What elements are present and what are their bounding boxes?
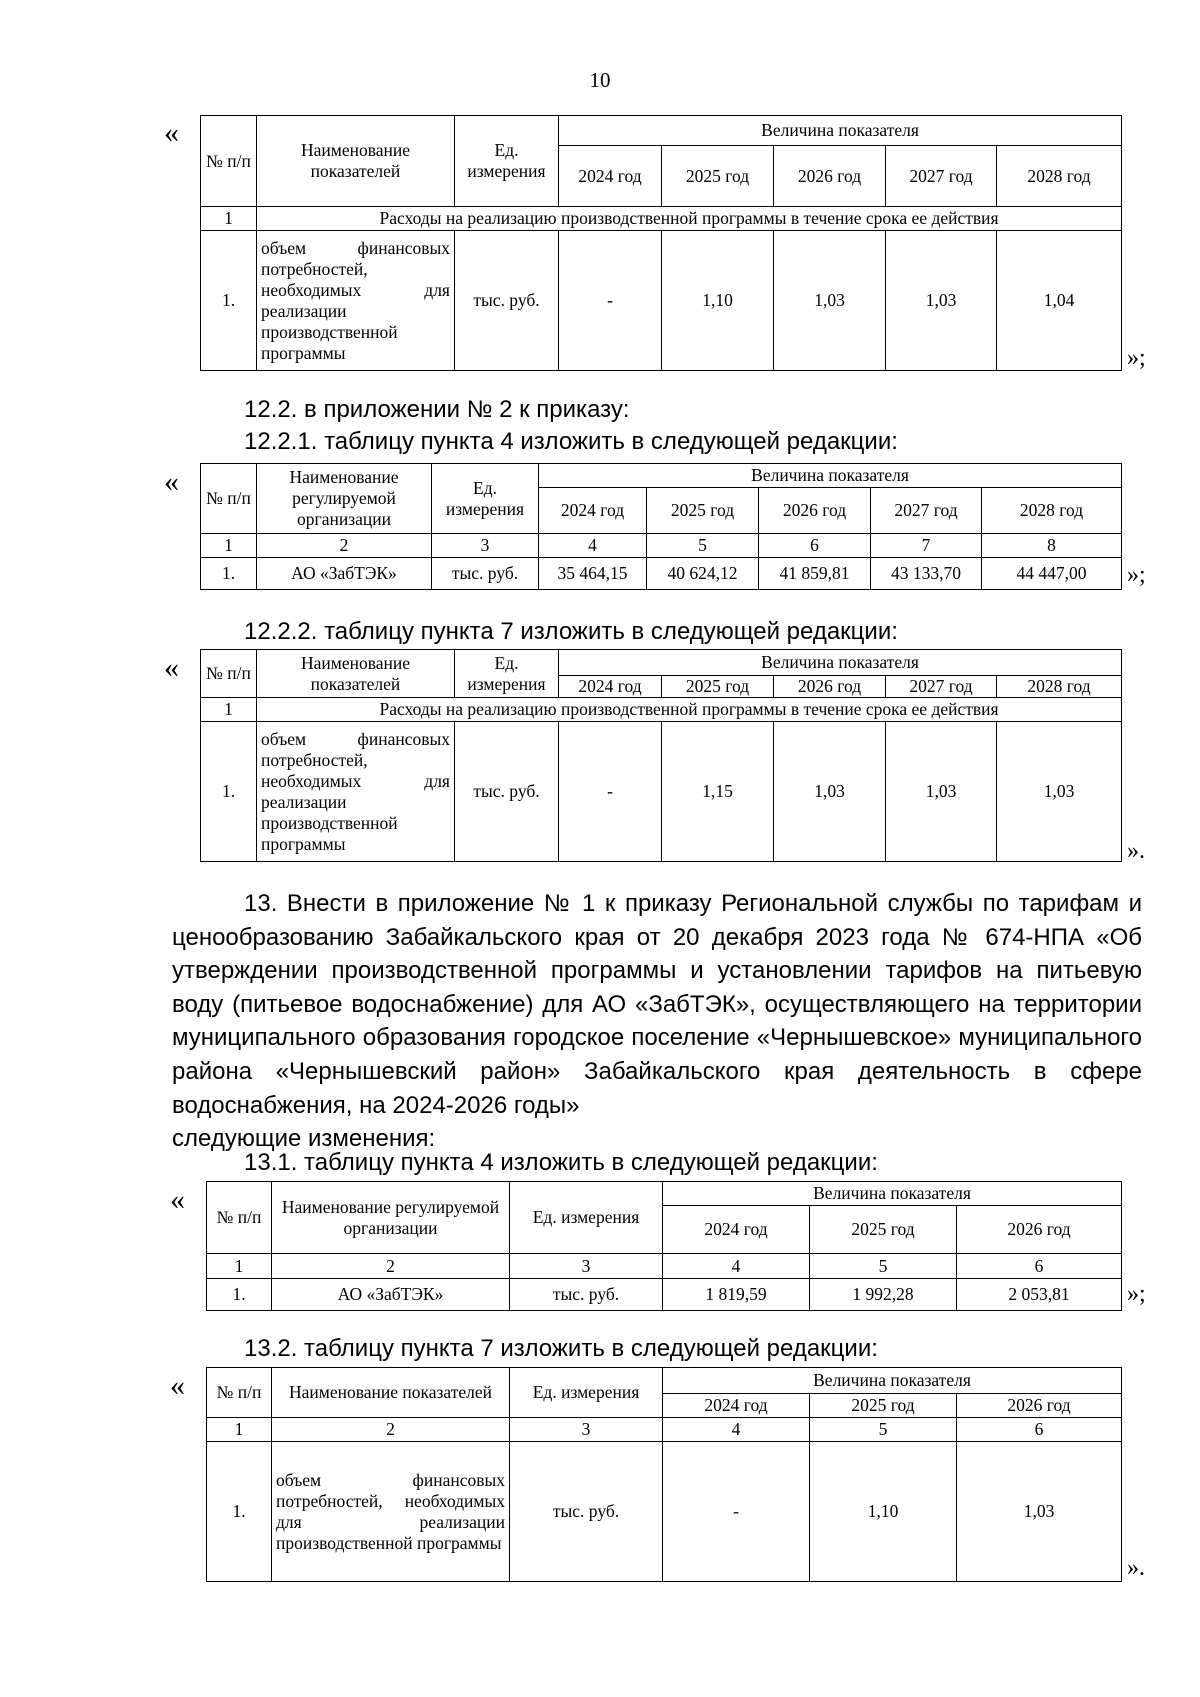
column-number: 8 — [982, 534, 1122, 558]
header-name: Наименование регулируемой организации — [272, 1182, 510, 1254]
quote-close: »; — [1127, 345, 1146, 371]
page-number: 10 — [589, 68, 611, 92]
paragraph-12-2: 12.2. в приложении № 2 к приказу: — [244, 396, 630, 423]
header-year: 2027 год — [871, 488, 982, 534]
header-unit: Ед. измерения — [455, 650, 559, 698]
header-value: Величина показателя — [559, 116, 1122, 146]
quote-open: « — [164, 651, 179, 684]
row-name: АО «ЗабТЭК» — [272, 1279, 510, 1311]
section-title: Расходы на реализацию производственной программы в течение срока ее действия — [257, 207, 1122, 231]
header-name: Наименование показателей — [257, 116, 455, 207]
row-num: 1. — [207, 1442, 272, 1582]
column-number: 6 — [759, 534, 871, 558]
table-production-program-expenses — [206, 1367, 1122, 1582]
column-number: 3 — [510, 1418, 663, 1442]
header-year: 2027 год — [886, 146, 997, 207]
row-value: 1 819,59 — [663, 1279, 810, 1311]
table-row — [207, 1279, 1122, 1311]
row-value: - — [559, 231, 662, 371]
row-value: 1,03 — [957, 1442, 1122, 1582]
table-row — [201, 558, 1122, 590]
header-year: 2024 год — [663, 1206, 810, 1254]
header-year: 2028 год — [982, 488, 1122, 534]
header-num: № п/п — [201, 650, 257, 698]
column-number: 4 — [539, 534, 647, 558]
row-name: объем финансовых потребностей, необходимых для реализации производственной программы — [257, 231, 455, 371]
column-number: 5 — [647, 534, 759, 558]
header-year: 2026 год — [957, 1206, 1122, 1254]
header-unit: Ед. измерения — [510, 1368, 663, 1418]
row-value: 44 447,00 — [982, 558, 1122, 590]
row-name: АО «ЗабТЭК» — [257, 558, 432, 590]
header-year: 2026 год — [774, 676, 886, 698]
row-num: 1. — [201, 558, 257, 590]
header-name: Наименование показателей — [257, 650, 455, 698]
column-number: 5 — [810, 1418, 957, 1442]
section-num: 1 — [201, 698, 257, 722]
row-value: - — [559, 722, 662, 862]
row-unit: тыс. руб. — [455, 231, 559, 371]
quote-close: ». — [1127, 838, 1145, 864]
column-number: 5 — [810, 1254, 957, 1279]
header-num: № п/п — [201, 464, 257, 534]
row-value: 1,10 — [662, 231, 774, 371]
quote-close: »; — [1127, 1281, 1146, 1307]
row-name: объем финансовых потребностей, необходимых для реализации производственной программы — [272, 1442, 510, 1582]
header-year: 2025 год — [662, 146, 774, 207]
column-number: 3 — [510, 1254, 663, 1279]
header-year: 2026 год — [759, 488, 871, 534]
row-value: 1,03 — [774, 231, 886, 371]
paragraph-13-1: 13.1. таблицу пункта 4 изложить в следующей редакции: — [244, 1149, 878, 1176]
column-number: 3 — [432, 534, 539, 558]
row-value: - — [663, 1442, 810, 1582]
header-num: № п/п — [207, 1182, 272, 1254]
row-unit: тыс. руб. — [510, 1442, 663, 1582]
header-unit: Ед. измерения — [432, 464, 539, 534]
quote-open: « — [170, 1369, 185, 1402]
header-year: 2027 год — [886, 676, 997, 698]
table-row — [207, 1442, 1122, 1582]
quote-open: « — [164, 116, 179, 149]
header-unit: Ед. измерения — [510, 1182, 663, 1254]
table-row — [201, 231, 1122, 371]
column-number: 7 — [871, 534, 982, 558]
row-value: 1,15 — [662, 722, 774, 862]
header-year: 2025 год — [647, 488, 759, 534]
column-number: 6 — [957, 1418, 1122, 1442]
header-year: 2028 год — [997, 676, 1122, 698]
row-unit: тыс. руб. — [510, 1279, 663, 1311]
row-value: 43 133,70 — [871, 558, 982, 590]
header-year: 2028 год — [997, 146, 1122, 207]
row-num: 1. — [207, 1279, 272, 1311]
row-value: 1,10 — [810, 1442, 957, 1582]
column-number: 1 — [201, 534, 257, 558]
section-title: Расходы на реализацию производственной программы в течение срока ее действия — [257, 698, 1122, 722]
paragraph-13-text: 13. Внести в приложение № 1 к приказу Региональной службы по тарифам и ценообразованию Забайкальского края от 20 декабря 2023 года № 674-НПА «Об утверждении производственной программы и установлении тарифов на питьевую воду (питьевое водоснабжение) для АО «ЗабТЭК», осуществляющего на территории муниципального образования городское поселение «Чернышевское» муниципального района «Чернышевский район» Забайкальского края деятельность в сфере водоснабжения, на 2024-2026 годы» — [172, 890, 1142, 1119]
row-num: 1. — [201, 722, 257, 862]
paragraph-13 — [172, 887, 1142, 1156]
paragraph-13-2: 13.2. таблицу пункта 7 изложить в следующей редакции: — [244, 1335, 878, 1362]
quote-open: « — [170, 1183, 185, 1216]
paragraph-12-2-2: 12.2.2. таблицу пункта 7 изложить в следующей редакции: — [244, 618, 898, 645]
row-value: 1,03 — [886, 231, 997, 371]
row-value: 40 624,12 — [647, 558, 759, 590]
header-year: 2026 год — [774, 146, 886, 207]
row-unit: тыс. руб. — [432, 558, 539, 590]
table-regulated-org-values — [206, 1181, 1122, 1311]
section-num: 1 — [201, 207, 257, 231]
column-number: 1 — [207, 1418, 272, 1442]
row-num: 1. — [201, 231, 257, 371]
row-value: 1 992,28 — [810, 1279, 957, 1311]
paragraph-12-2-1: 12.2.1. таблицу пункта 4 изложить в следующей редакции: — [244, 428, 898, 455]
quote-open: « — [164, 465, 179, 498]
header-value: Величина показателя — [539, 464, 1122, 488]
column-number: 6 — [957, 1254, 1122, 1279]
quote-close: »; — [1127, 562, 1146, 588]
header-year: 2025 год — [810, 1206, 957, 1254]
header-year: 2025 год — [810, 1394, 957, 1418]
header-name: Наименование показателей — [272, 1368, 510, 1418]
table-regulated-org-values — [200, 463, 1122, 590]
header-name: Наименование регулируемой организации — [257, 464, 432, 534]
header-year: 2025 год — [662, 676, 774, 698]
header-year: 2024 год — [539, 488, 647, 534]
header-year: 2026 год — [957, 1394, 1122, 1418]
header-value: Величина показателя — [663, 1368, 1122, 1394]
header-value: Величина показателя — [559, 650, 1122, 676]
row-name: объем финансовых потребностей, необходимых для реализации производственной программы — [257, 722, 455, 862]
header-year: 2024 год — [559, 676, 662, 698]
header-num: № п/п — [207, 1368, 272, 1418]
table-row — [201, 722, 1122, 862]
row-value: 1,03 — [997, 722, 1122, 862]
header-year: 2024 год — [559, 146, 662, 207]
row-value: 1,04 — [997, 231, 1122, 371]
row-unit: тыс. руб. — [455, 722, 559, 862]
row-value: 2 053,81 — [957, 1279, 1122, 1311]
column-number: 2 — [257, 534, 432, 558]
row-value: 1,03 — [886, 722, 997, 862]
table-production-program-expenses — [200, 649, 1122, 862]
header-value: Величина показателя — [663, 1182, 1122, 1206]
column-number: 2 — [272, 1418, 510, 1442]
column-number: 4 — [663, 1418, 810, 1442]
paragraph-13-last-line: следующие изменения: — [172, 1125, 436, 1153]
header-year: 2024 год — [663, 1394, 810, 1418]
column-number: 1 — [207, 1254, 272, 1279]
table-production-program-expenses — [200, 115, 1122, 371]
column-number: 2 — [272, 1254, 510, 1279]
header-unit: Ед. измерения — [455, 116, 559, 207]
row-value: 41 859,81 — [759, 558, 871, 590]
column-number: 4 — [663, 1254, 810, 1279]
row-value: 35 464,15 — [539, 558, 647, 590]
header-num: № п/п — [201, 116, 257, 207]
row-value: 1,03 — [774, 722, 886, 862]
quote-close: ». — [1127, 1555, 1145, 1581]
